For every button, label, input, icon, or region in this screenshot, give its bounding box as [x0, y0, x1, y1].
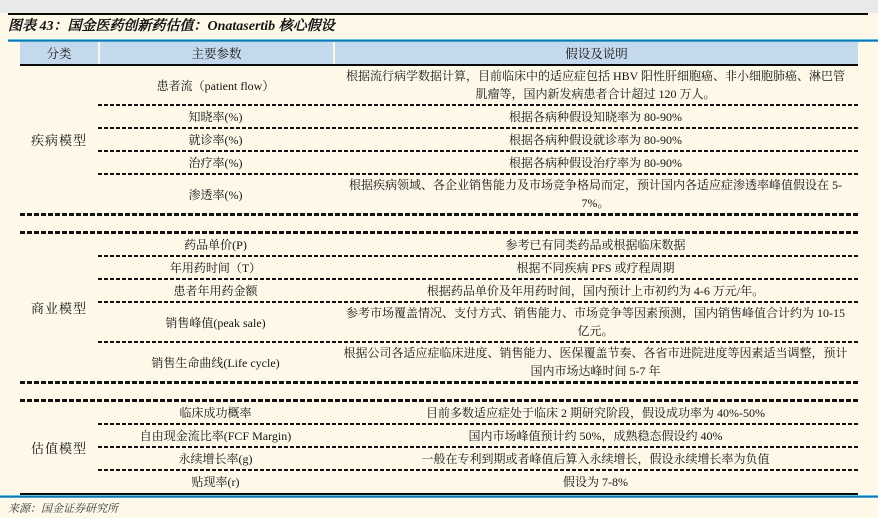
- table-row: [98, 280, 858, 301]
- parameter-cell: 患者流（patient flow）: [156, 78, 275, 93]
- table-row: [98, 234, 858, 255]
- category-label: 估值模型: [30, 440, 87, 456]
- table-row: [98, 448, 858, 469]
- parameter-cell: 知晓率(%): [188, 110, 243, 124]
- table-row: [98, 471, 858, 492]
- parameter-cell: 药品单价(P): [184, 238, 247, 252]
- table-row: [98, 152, 858, 173]
- parameter-cell: 临床成功概率: [179, 406, 252, 420]
- section-rows: [98, 66, 858, 213]
- assumption-cell: 根据疾病领域、各企业销售能力及市场竞争格局而定，预计国内各适应症渗透率峰值假设在 5-7%。: [349, 178, 842, 210]
- section-rows: [98, 234, 858, 381]
- parameter-cell: 永续增长率(g): [178, 452, 253, 466]
- assumption-cell: 根据公司各适应症临床进度、销售能力、医保覆盖节奏、各省市进院进度等因素适当调整，预计国内市场达峰时间 5-7 年: [343, 346, 848, 378]
- assumption-cell: 国内市场峰值预计约 50%，成熟稳态假设约 40%: [468, 428, 723, 443]
- table-section-2: [20, 234, 858, 381]
- assumption-cell: 一般在专利到期或者峰值后算入永续增长，假设永续增长率为负值: [421, 451, 770, 466]
- parameter-cell: 销售生命曲线(Life cycle): [151, 355, 280, 370]
- header-cell-parameter: 主要参数: [98, 42, 333, 64]
- assumption-cell: 根据各病种假设治疗率为 80-90%: [509, 155, 682, 170]
- table-row: [98, 425, 858, 446]
- table-body: [20, 66, 858, 492]
- parameter-cell: 贴现率(r): [191, 475, 240, 489]
- table-row: [98, 106, 858, 127]
- figure-title: 图表 43：国金医药创新药估值：Onatasertib 核心假设: [8, 19, 335, 34]
- assumption-cell: 目前多数适应症处于临床 2 期研究阶段，假设成功率为 40%-50%: [426, 405, 765, 420]
- table-row: [98, 175, 858, 213]
- parameter-cell: 自由现金流比率(FCF Margin): [139, 429, 292, 443]
- table-section-3: [20, 402, 858, 492]
- assumption-cell: 根据流行病学数据计算，目前临床中的适应症包括 HBV 阳性肝细胞癌、非小细胞肺癌、淋巴管肌瘤等，国内新发病患者合计超过 120 万人。: [345, 69, 846, 101]
- parameter-cell: 患者年用药金额: [173, 284, 258, 298]
- table-row: [98, 303, 858, 341]
- assumption-cell: 根据各病种假设知晓率为 80-90%: [509, 109, 682, 124]
- assumption-cell: 根据药品单价及年用药时间，国内预计上市初约为 4-6 万元/年。: [426, 283, 765, 298]
- table-row: [98, 129, 858, 150]
- assumption-cell: 参考市场覆盖情况、支付方式、销售能力、市场竞争等因素预测，国内销售峰值合计约为 10-15 亿元。: [346, 306, 845, 338]
- table-row: [98, 402, 858, 423]
- parameter-cell: 销售峰值(peak sale): [165, 315, 266, 330]
- table-row: [98, 257, 858, 278]
- parameter-cell: 年用药时间（T）: [169, 261, 262, 275]
- parameter-cell: 治疗率(%): [188, 156, 243, 170]
- table-row: [98, 66, 858, 104]
- top-rule: [8, 13, 868, 15]
- parameter-cell: 就诊率(%): [188, 133, 243, 147]
- table-section-1: [20, 66, 858, 213]
- section-divider: [20, 213, 858, 234]
- parameter-cell: 渗透率(%): [188, 187, 243, 202]
- header-cell-category: 分类: [46, 47, 72, 61]
- assumption-cell: 参考已有同类药品或根据临床数据: [505, 237, 686, 252]
- assumption-cell: 根据不同疾病 PFS 或疗程周期: [516, 260, 675, 275]
- assumption-cell: 假设为 7-8%: [563, 474, 628, 489]
- assumption-cell: 根据各病种假设就诊率为 80-90%: [509, 132, 682, 147]
- accent-line-bottom: [0, 495, 878, 498]
- section-rows: [98, 402, 858, 492]
- source-note: 来源：国金证券研究所: [8, 503, 118, 515]
- section-divider: [20, 381, 858, 402]
- report-figure-page: [0, 13, 878, 518]
- assumptions-table: [20, 42, 858, 495]
- category-label: 疾病模型: [30, 133, 87, 148]
- table-header-row: [20, 42, 858, 64]
- header-cell-assumption: 假设及说明: [333, 42, 858, 64]
- category-label: 商业模型: [30, 301, 87, 316]
- table-row: [98, 343, 858, 381]
